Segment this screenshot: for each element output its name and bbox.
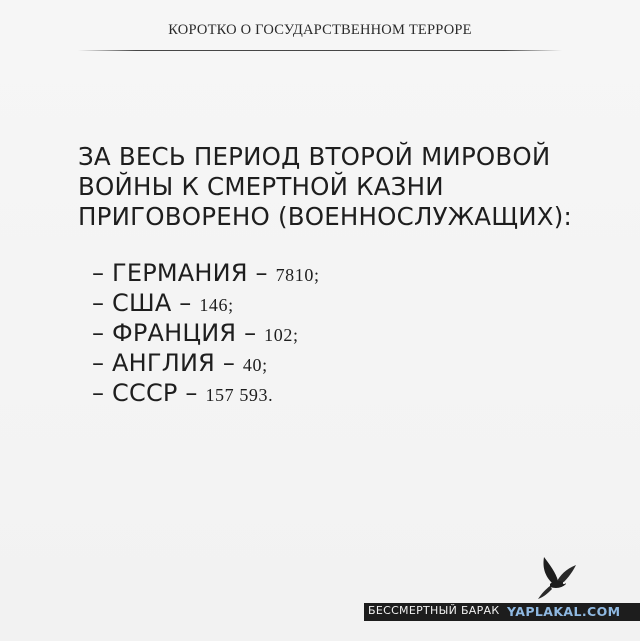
dove-icon xyxy=(532,553,578,603)
headline-line: ЗА ВЕСЬ ПЕРИОД ВТОРОЙ МИРОВОЙ xyxy=(78,142,551,171)
execution-count: 7810; xyxy=(275,265,320,285)
execution-count: 157 593. xyxy=(205,385,274,405)
headline-line: ВОЙНЫ К СМЕРТНОЙ КАЗНИ xyxy=(78,172,444,201)
header-title: КОРОТКО О ГОСУДАРСТВЕННОМ ТЕРРОРЕ xyxy=(168,22,472,38)
country-label: – АНГЛИЯ – xyxy=(92,349,243,377)
headline-line: ПРИГОВОРЕНО (ВОЕННОСЛУЖАЩИХ): xyxy=(78,202,572,231)
list-item xyxy=(92,258,320,288)
executions-list xyxy=(92,258,320,408)
footer-brand: БЕССМЕРТНЫЙ БАРАК xyxy=(368,604,500,617)
execution-count: 40; xyxy=(242,355,268,375)
list-item xyxy=(92,378,320,408)
execution-count: 146; xyxy=(199,295,234,315)
country-label: – ГЕРМАНИЯ – xyxy=(92,259,276,287)
list-item xyxy=(92,348,320,378)
country-label: – США – xyxy=(92,289,200,317)
site-watermark: YAPLAKAL.COM xyxy=(507,604,621,619)
execution-count: 102; xyxy=(264,325,299,345)
header-divider xyxy=(78,50,562,51)
country-label: – ФРАНЦИЯ – xyxy=(92,319,265,347)
country-label: – СССР – xyxy=(92,379,206,407)
list-item xyxy=(92,318,320,348)
list-item xyxy=(92,288,320,318)
headline xyxy=(78,142,578,232)
